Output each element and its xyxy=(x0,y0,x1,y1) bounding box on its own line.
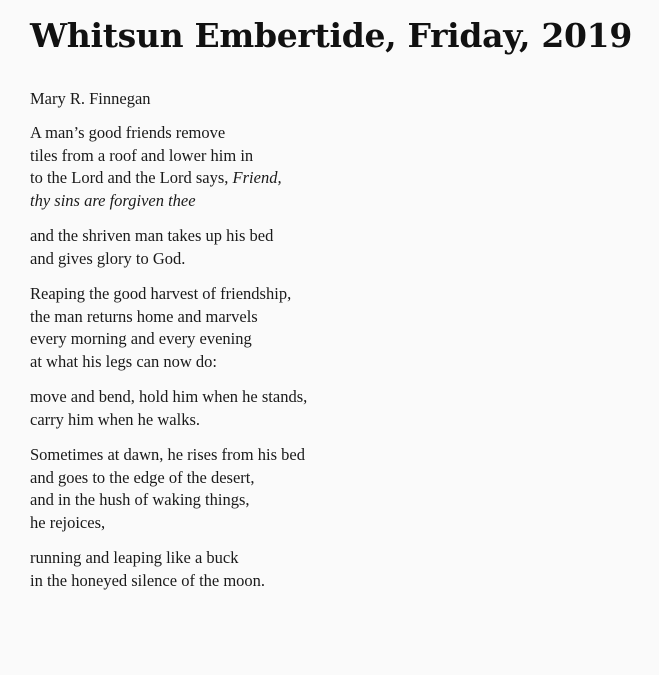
poem-line: running and leaping like a buck xyxy=(30,548,239,567)
poem-line: and gives glory to God. xyxy=(30,248,186,268)
poem-line xyxy=(30,190,649,213)
poem-line: at what his legs can now do: xyxy=(30,351,217,371)
poem-line: Reaping the good harvest of friendship, xyxy=(30,284,292,303)
poem-line: the man returns home and marvels xyxy=(30,306,258,326)
poem-line: and the shriven man takes up his bed xyxy=(30,226,274,245)
poem-line: he rejoices, xyxy=(30,512,106,532)
stanza-2 xyxy=(30,225,649,270)
stanza-4 xyxy=(30,386,649,431)
poem-page xyxy=(30,0,649,605)
poem-line: and goes to the edge of the desert, xyxy=(30,467,255,487)
poem-line: and in the hush of waking things, xyxy=(30,490,250,509)
poem-line: tiles from a roof and lower him in xyxy=(30,145,254,165)
poem-line: Sometimes at dawn, he rises from his bed xyxy=(30,445,305,464)
poem-line: every morning and every evening xyxy=(30,329,252,348)
stanza-5 xyxy=(30,444,649,534)
poem-line: carry him when he walks. xyxy=(30,409,200,429)
poem-line: in the honeyed silence of the moon. xyxy=(30,570,266,590)
poem-line: to the Lord and the Lord says, Friend, xyxy=(30,168,282,187)
poem-body xyxy=(30,122,649,592)
italic-phrase: thy sins are forgiven thee xyxy=(30,190,196,210)
poem-line: move and bend, hold him when he stands, xyxy=(30,387,308,406)
stanza-3 xyxy=(30,283,649,373)
poem-line: A man’s good friends remove xyxy=(30,123,226,142)
author-byline: Mary R. Finnegan xyxy=(30,89,151,108)
stanza-6 xyxy=(30,547,649,592)
italic-phrase: Friend, xyxy=(232,168,282,187)
stanza-1 xyxy=(30,122,649,212)
page-title: Whitsun Embertide, Friday, 2019 xyxy=(30,16,633,55)
